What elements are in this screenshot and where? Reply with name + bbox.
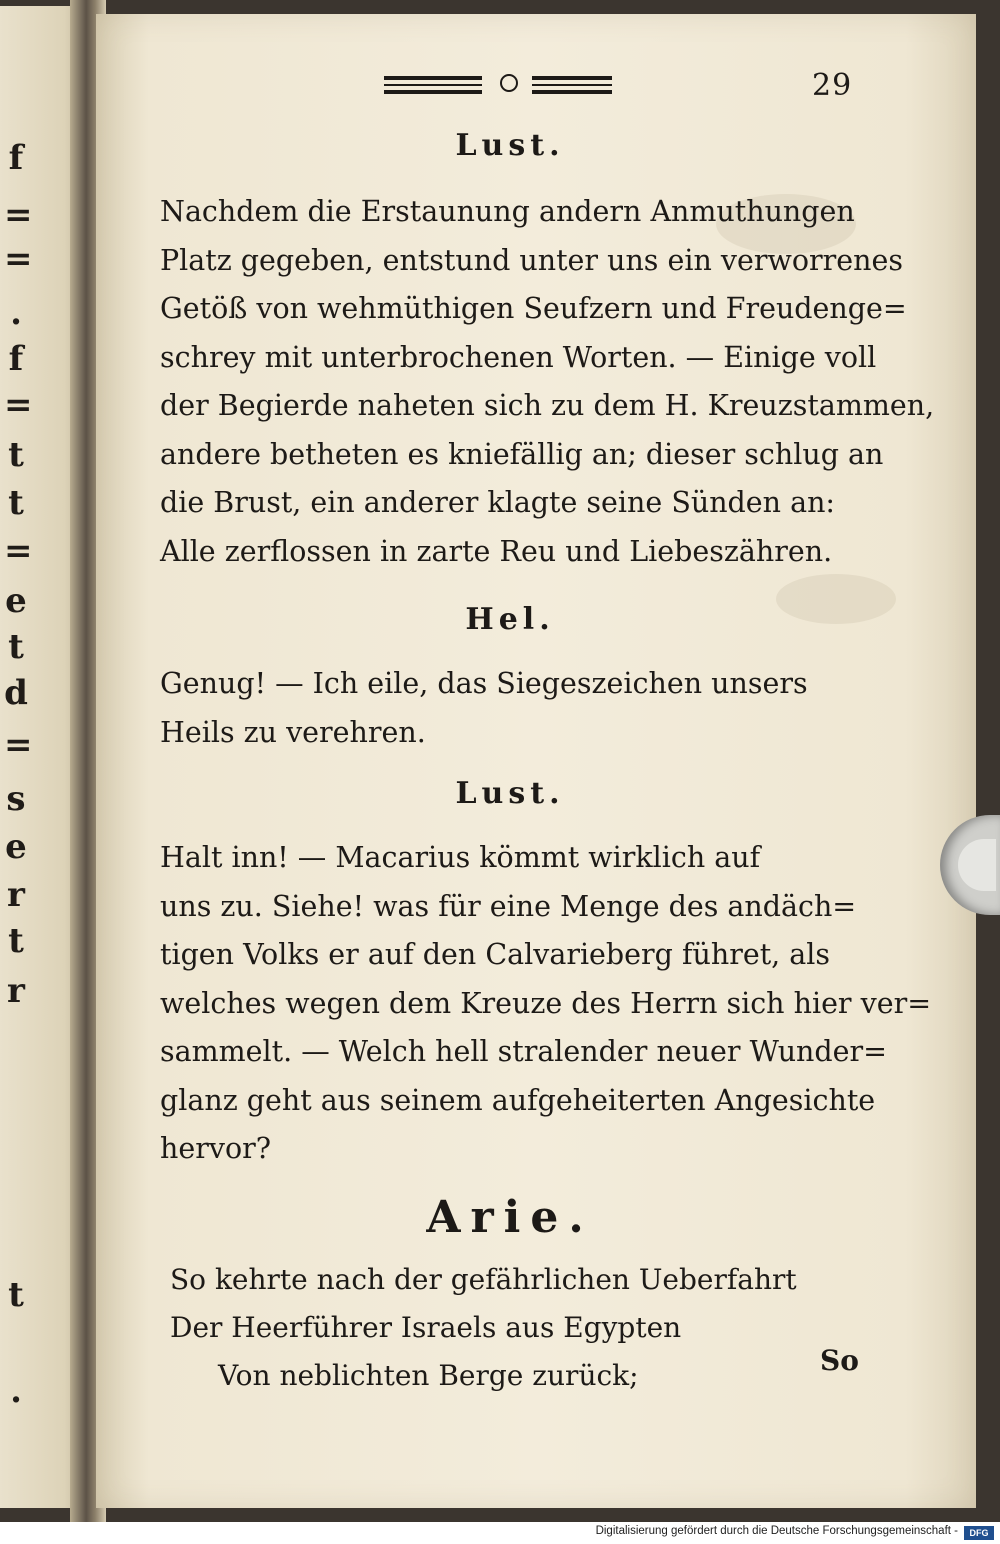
header-rule-right — [532, 76, 612, 80]
catchword: So — [820, 1344, 859, 1377]
margin-fragment: . — [10, 293, 22, 333]
margin-fragment: r — [7, 971, 25, 1011]
header-rule-right — [532, 84, 612, 86]
margin-fragment: t — [8, 435, 24, 475]
margin-fragment: f — [8, 138, 24, 178]
margin-fragment: = — [4, 531, 33, 571]
text-line: Halt inn! — Macarius kömmt wirklich auf — [160, 841, 761, 874]
page-number: 29 — [812, 68, 853, 103]
header-rule-left — [384, 76, 482, 80]
text-line: Genug! — Ich eile, das Siegeszeichen unsers — [160, 667, 808, 700]
text-line: sammelt. — Welch hell stralender neuer Wunder= — [160, 1035, 888, 1068]
speaker-heading: Lust. — [455, 776, 565, 811]
margin-fragment: t — [8, 627, 24, 667]
text-line: welches wegen dem Kreuze des Herrn sich hier ver= — [160, 986, 932, 1020]
footer-credit: Digitalisierung gefördert durch die Deutsche Forschungsgemeinschaft - — [595, 1525, 958, 1537]
margin-fragment: = — [4, 195, 33, 235]
text-line: Heils zu verehren. — [160, 715, 426, 749]
header-ornament-circle — [500, 74, 518, 92]
margin-fragment: t — [8, 1275, 24, 1315]
text-line: uns zu. Siehe! was für eine Menge des andäch= — [160, 889, 857, 923]
margin-fragment: e — [5, 827, 27, 867]
dialogue-paragraph — [160, 660, 860, 757]
margin-fragment: e — [5, 581, 27, 621]
text-line: Alle zerflossen in zarte Reu und Liebeszähren. — [160, 534, 833, 568]
text-line: andere betheten es kniefällig an; dieser schlug an — [160, 437, 884, 471]
text-line: Platz gegeben, entstund unter uns ein verworrenes — [160, 243, 903, 277]
text-line: der Begierde naheten sich zu dem H. Kreuzstammen, — [160, 389, 935, 422]
text-line: Getöß von wehmüthigen Seufzern und Freudenge= — [160, 292, 907, 325]
margin-fragment: f — [8, 339, 24, 379]
text-line: Nachdem die Erstaunung andern Anmuthungen — [160, 195, 855, 228]
dfg-logo-icon: DFG — [964, 1526, 994, 1540]
page-header — [384, 68, 860, 108]
margin-fragment: = — [4, 725, 33, 765]
text-line: hervor? — [160, 1132, 272, 1165]
margin-fragment: t — [8, 921, 24, 961]
header-rule-left — [384, 90, 482, 94]
margin-fragment: d — [4, 673, 28, 713]
margin-fragment: r — [7, 875, 25, 915]
header-rule-left — [384, 84, 482, 86]
header-rule-right — [532, 90, 612, 94]
speaker-heading: Lust. — [455, 128, 565, 163]
margin-fragment: t — [8, 483, 24, 523]
digitization-footer — [0, 1522, 1000, 1544]
margin-fragment: = — [4, 239, 33, 279]
margin-fragment: . — [10, 1371, 22, 1411]
speaker-heading: Hel. — [465, 602, 555, 637]
dialogue-paragraph — [160, 188, 935, 576]
margin-fragment: s — [6, 779, 26, 819]
verse-line: So kehrte nach der gefährlichen Ueberfahrt — [170, 1263, 797, 1296]
text-line: die Brust, ein anderer klagte seine Sünden an: — [160, 486, 836, 519]
aria-heading: Arie. — [426, 1192, 594, 1243]
verse-line: Von neblichten Berge zurück; — [218, 1359, 639, 1392]
text-line: schrey mit unterbrochenen Worten. — Einige voll — [160, 340, 877, 374]
verse-line: Der Heerführer Israels aus Egypten — [170, 1311, 682, 1344]
text-line: glanz geht aus seinem aufgeheiterten Angesichte — [160, 1083, 876, 1117]
margin-fragment: = — [4, 385, 33, 425]
dialogue-paragraph — [160, 834, 932, 1174]
text-line: tigen Volks er auf den Calvarieberg führet, als — [160, 938, 831, 971]
